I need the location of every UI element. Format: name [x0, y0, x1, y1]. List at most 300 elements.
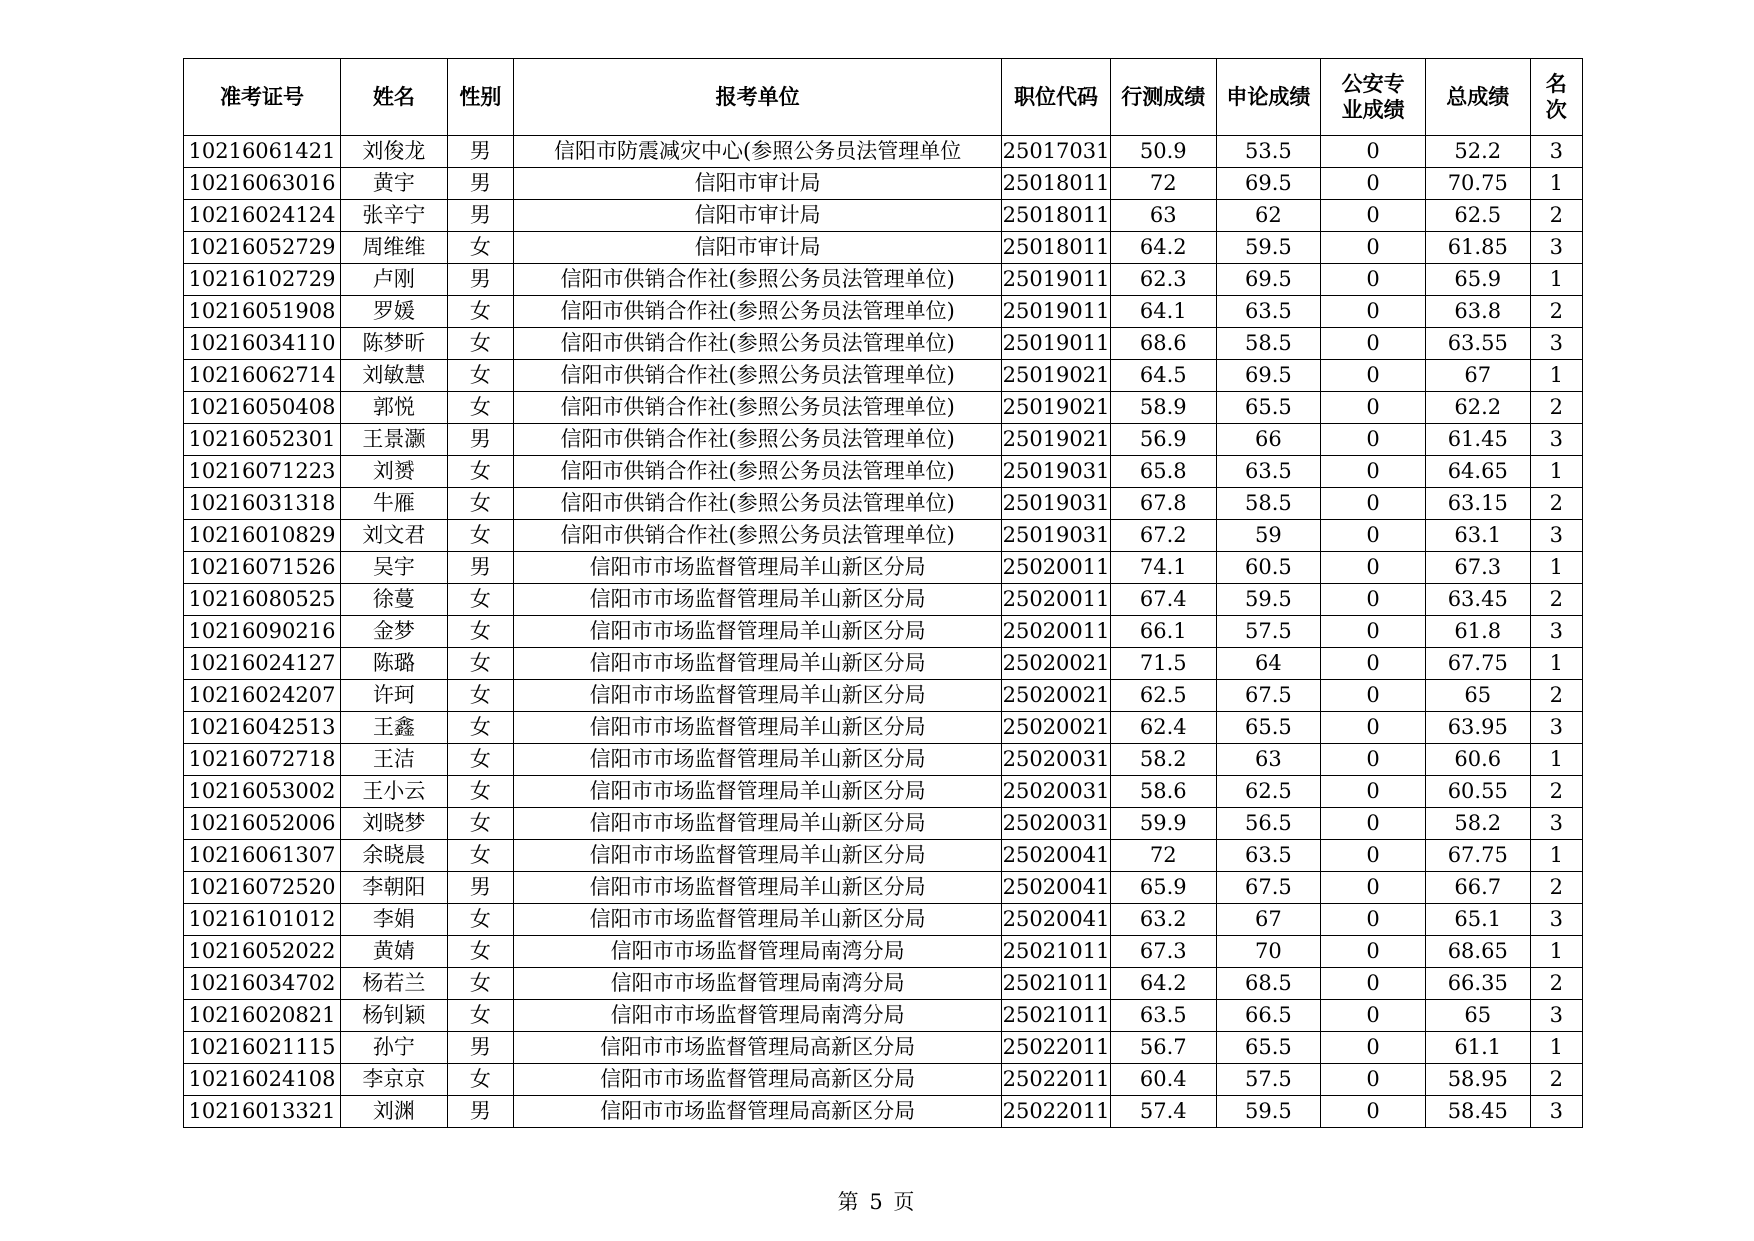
cell-total-score: 63.8: [1425, 296, 1530, 328]
cell-exam-id: 10216071526: [184, 552, 341, 584]
cell-exam-id: 10216052006: [184, 808, 341, 840]
cell-name: 牛雁: [341, 488, 448, 520]
cell-essay-score: 65.5: [1216, 712, 1321, 744]
cell-exam-id: 10216090216: [184, 616, 341, 648]
cell-unit: 信阳市市场监督管理局高新区分局: [514, 1064, 1002, 1096]
cell-position-code: 25019021: [1002, 424, 1111, 456]
cell-gender: 女: [447, 968, 513, 1000]
cell-rank: 2: [1530, 392, 1582, 424]
cell-exam-id: 10216062714: [184, 360, 341, 392]
cell-name: 刘晓梦: [341, 808, 448, 840]
table-row: [184, 392, 1583, 424]
cell-name: 罗媛: [341, 296, 448, 328]
cell-total-score: 58.2: [1425, 808, 1530, 840]
cell-name: 刘文君: [341, 520, 448, 552]
cell-total-score: 66.7: [1425, 872, 1530, 904]
cell-exam-id: 10216024108: [184, 1064, 341, 1096]
cell-rank: 2: [1530, 488, 1582, 520]
cell-aptitude-score: 64.1: [1110, 296, 1216, 328]
cell-essay-score: 67.5: [1216, 680, 1321, 712]
cell-gender: 女: [447, 328, 513, 360]
cell-gender: 女: [447, 840, 513, 872]
cell-position-code: 25021011: [1002, 936, 1111, 968]
cell-gender: 女: [447, 936, 513, 968]
cell-total-score: 64.65: [1425, 456, 1530, 488]
cell-position-code: 25019011: [1002, 296, 1111, 328]
cell-position-code: 25018011: [1002, 168, 1111, 200]
cell-unit: 信阳市审计局: [514, 232, 1002, 264]
cell-position-code: 25020011: [1002, 584, 1111, 616]
table-row: [184, 1032, 1583, 1064]
cell-police-score: 0: [1321, 808, 1426, 840]
cell-police-score: 0: [1321, 1064, 1426, 1096]
table-row: [184, 936, 1583, 968]
cell-exam-id: 10216052301: [184, 424, 341, 456]
cell-position-code: 25019021: [1002, 360, 1111, 392]
cell-essay-score: 63.5: [1216, 456, 1321, 488]
cell-exam-id: 10216061421: [184, 136, 341, 168]
cell-unit: 信阳市审计局: [514, 168, 1002, 200]
cell-essay-score: 57.5: [1216, 1064, 1321, 1096]
table-row: [184, 648, 1583, 680]
cell-total-score: 63.15: [1425, 488, 1530, 520]
cell-rank: 2: [1530, 200, 1582, 232]
cell-total-score: 61.85: [1425, 232, 1530, 264]
cell-position-code: 25019011: [1002, 264, 1111, 296]
cell-essay-score: 53.5: [1216, 136, 1321, 168]
cell-gender: 女: [447, 1000, 513, 1032]
cell-unit: 信阳市市场监督管理局高新区分局: [514, 1096, 1002, 1128]
header-row: [184, 59, 1583, 136]
cell-gender: 女: [447, 680, 513, 712]
cell-name: 杨钊颖: [341, 1000, 448, 1032]
cell-essay-score: 57.5: [1216, 616, 1321, 648]
cell-police-score: 0: [1321, 456, 1426, 488]
cell-gender: 女: [447, 648, 513, 680]
cell-total-score: 62.2: [1425, 392, 1530, 424]
cell-name: 陈梦昕: [341, 328, 448, 360]
cell-name: 李京京: [341, 1064, 448, 1096]
cell-name: 王小云: [341, 776, 448, 808]
table-row: [184, 616, 1583, 648]
cell-name: 黄宇: [341, 168, 448, 200]
cell-position-code: 25022011: [1002, 1096, 1111, 1128]
cell-unit: 信阳市市场监督管理局羊山新区分局: [514, 552, 1002, 584]
cell-essay-score: 69.5: [1216, 168, 1321, 200]
cell-unit: 信阳市市场监督管理局羊山新区分局: [514, 776, 1002, 808]
cell-police-score: 0: [1321, 776, 1426, 808]
cell-total-score: 67.3: [1425, 552, 1530, 584]
table-row: [184, 488, 1583, 520]
cell-position-code: 25020041: [1002, 872, 1111, 904]
cell-position-code: 25019031: [1002, 488, 1111, 520]
cell-total-score: 61.1: [1425, 1032, 1530, 1064]
cell-exam-id: 10216034110: [184, 328, 341, 360]
cell-unit: 信阳市市场监督管理局羊山新区分局: [514, 744, 1002, 776]
cell-aptitude-score: 63.5: [1110, 1000, 1216, 1032]
cell-name: 王洁: [341, 744, 448, 776]
cell-aptitude-score: 72: [1110, 840, 1216, 872]
cell-rank: 2: [1530, 1064, 1582, 1096]
cell-gender: 女: [447, 488, 513, 520]
cell-position-code: 25020031: [1002, 776, 1111, 808]
table-row: [184, 360, 1583, 392]
cell-exam-id: 10216042513: [184, 712, 341, 744]
cell-exam-id: 10216080525: [184, 584, 341, 616]
header-police-score: 公安专业成绩: [1321, 59, 1426, 136]
cell-total-score: 58.45: [1425, 1096, 1530, 1128]
cell-essay-score: 59: [1216, 520, 1321, 552]
cell-name: 余晓晨: [341, 840, 448, 872]
cell-gender: 女: [447, 616, 513, 648]
table-row: [184, 744, 1583, 776]
cell-essay-score: 63.5: [1216, 296, 1321, 328]
cell-position-code: 25020011: [1002, 552, 1111, 584]
cell-unit: 信阳市市场监督管理局南湾分局: [514, 968, 1002, 1000]
cell-position-code: 25019011: [1002, 328, 1111, 360]
cell-rank: 1: [1530, 1032, 1582, 1064]
cell-essay-score: 70: [1216, 936, 1321, 968]
cell-essay-score: 62.5: [1216, 776, 1321, 808]
cell-total-score: 60.55: [1425, 776, 1530, 808]
table-row: [184, 872, 1583, 904]
cell-name: 李娟: [341, 904, 448, 936]
cell-unit: 信阳市市场监督管理局高新区分局: [514, 1032, 1002, 1064]
cell-aptitude-score: 74.1: [1110, 552, 1216, 584]
cell-essay-score: 58.5: [1216, 328, 1321, 360]
cell-rank: 1: [1530, 744, 1582, 776]
cell-name: 王鑫: [341, 712, 448, 744]
cell-total-score: 63.1: [1425, 520, 1530, 552]
cell-name: 张辛宁: [341, 200, 448, 232]
cell-position-code: 25018011: [1002, 200, 1111, 232]
cell-police-score: 0: [1321, 840, 1426, 872]
cell-police-score: 0: [1321, 264, 1426, 296]
cell-gender: 男: [447, 1032, 513, 1064]
table-row: [184, 520, 1583, 552]
cell-aptitude-score: 63.2: [1110, 904, 1216, 936]
cell-unit: 信阳市市场监督管理局羊山新区分局: [514, 712, 1002, 744]
table-row: [184, 712, 1583, 744]
cell-aptitude-score: 58.2: [1110, 744, 1216, 776]
cell-position-code: 25020011: [1002, 616, 1111, 648]
cell-unit: 信阳市供销合作社(参照公务员法管理单位): [514, 296, 1002, 328]
cell-gender: 男: [447, 872, 513, 904]
cell-total-score: 66.35: [1425, 968, 1530, 1000]
cell-total-score: 65.9: [1425, 264, 1530, 296]
header-name: 姓名: [341, 59, 448, 136]
cell-rank: 2: [1530, 680, 1582, 712]
page-number: 第 5 页: [837, 1190, 917, 1214]
cell-police-score: 0: [1321, 904, 1426, 936]
cell-gender: 女: [447, 1064, 513, 1096]
cell-unit: 信阳市供销合作社(参照公务员法管理单位): [514, 392, 1002, 424]
cell-rank: 1: [1530, 456, 1582, 488]
table-row: [184, 1064, 1583, 1096]
cell-name: 刘敏慧: [341, 360, 448, 392]
header-total-score: 总成绩: [1425, 59, 1530, 136]
cell-rank: 3: [1530, 616, 1582, 648]
cell-exam-id: 10216013321: [184, 1096, 341, 1128]
cell-unit: 信阳市市场监督管理局羊山新区分局: [514, 616, 1002, 648]
cell-aptitude-score: 67.3: [1110, 936, 1216, 968]
cell-police-score: 0: [1321, 680, 1426, 712]
cell-essay-score: 56.5: [1216, 808, 1321, 840]
cell-total-score: 61.8: [1425, 616, 1530, 648]
header-rank: 名次: [1530, 59, 1582, 136]
cell-police-score: 0: [1321, 168, 1426, 200]
cell-police-score: 0: [1321, 296, 1426, 328]
cell-aptitude-score: 65.9: [1110, 872, 1216, 904]
cell-unit: 信阳市防震减灾中心(参照公务员法管理单位: [514, 136, 1002, 168]
cell-rank: 1: [1530, 360, 1582, 392]
cell-rank: 2: [1530, 296, 1582, 328]
header-aptitude-score: 行测成绩: [1110, 59, 1216, 136]
cell-position-code: 25021011: [1002, 1000, 1111, 1032]
cell-gender: 女: [447, 296, 513, 328]
cell-aptitude-score: 62.4: [1110, 712, 1216, 744]
cell-rank: 1: [1530, 552, 1582, 584]
cell-exam-id: 10216101012: [184, 904, 341, 936]
cell-name: 郭悦: [341, 392, 448, 424]
cell-unit: 信阳市供销合作社(参照公务员法管理单位): [514, 360, 1002, 392]
cell-rank: 3: [1530, 712, 1582, 744]
cell-rank: 3: [1530, 1096, 1582, 1128]
cell-name: 吴宇: [341, 552, 448, 584]
cell-aptitude-score: 62.5: [1110, 680, 1216, 712]
table-row: [184, 680, 1583, 712]
cell-aptitude-score: 56.7: [1110, 1032, 1216, 1064]
cell-essay-score: 67: [1216, 904, 1321, 936]
cell-police-score: 0: [1321, 200, 1426, 232]
cell-rank: 1: [1530, 648, 1582, 680]
cell-unit: 信阳市市场监督管理局羊山新区分局: [514, 904, 1002, 936]
cell-aptitude-score: 66.1: [1110, 616, 1216, 648]
cell-name: 刘渊: [341, 1096, 448, 1128]
cell-total-score: 60.6: [1425, 744, 1530, 776]
cell-police-score: 0: [1321, 712, 1426, 744]
cell-total-score: 65.1: [1425, 904, 1530, 936]
cell-total-score: 65: [1425, 1000, 1530, 1032]
cell-aptitude-score: 58.9: [1110, 392, 1216, 424]
cell-police-score: 0: [1321, 328, 1426, 360]
cell-police-score: 0: [1321, 1096, 1426, 1128]
cell-position-code: 25020041: [1002, 840, 1111, 872]
cell-name: 杨若兰: [341, 968, 448, 1000]
table-row: [184, 200, 1583, 232]
cell-exam-id: 10216021115: [184, 1032, 341, 1064]
cell-police-score: 0: [1321, 744, 1426, 776]
header-unit: 报考单位: [514, 59, 1002, 136]
cell-essay-score: 66.5: [1216, 1000, 1321, 1032]
cell-aptitude-score: 64.5: [1110, 360, 1216, 392]
cell-rank: 3: [1530, 424, 1582, 456]
cell-aptitude-score: 68.6: [1110, 328, 1216, 360]
cell-gender: 女: [447, 776, 513, 808]
cell-rank: 2: [1530, 968, 1582, 1000]
cell-rank: 2: [1530, 872, 1582, 904]
cell-name: 刘赟: [341, 456, 448, 488]
cell-gender: 女: [447, 392, 513, 424]
cell-exam-id: 10216061307: [184, 840, 341, 872]
cell-gender: 女: [447, 232, 513, 264]
cell-unit: 信阳市市场监督管理局羊山新区分局: [514, 584, 1002, 616]
cell-total-score: 58.95: [1425, 1064, 1530, 1096]
cell-exam-id: 10216024124: [184, 200, 341, 232]
cell-police-score: 0: [1321, 232, 1426, 264]
header-exam-id: 准考证号: [184, 59, 341, 136]
cell-name: 卢刚: [341, 264, 448, 296]
cell-essay-score: 62: [1216, 200, 1321, 232]
cell-police-score: 0: [1321, 968, 1426, 1000]
cell-aptitude-score: 65.8: [1110, 456, 1216, 488]
cell-aptitude-score: 64.2: [1110, 232, 1216, 264]
cell-exam-id: 10216063016: [184, 168, 341, 200]
table-row: [184, 232, 1583, 264]
cell-essay-score: 64: [1216, 648, 1321, 680]
cell-aptitude-score: 59.9: [1110, 808, 1216, 840]
cell-gender: 男: [447, 200, 513, 232]
cell-position-code: 25019031: [1002, 520, 1111, 552]
cell-exam-id: 10216020821: [184, 1000, 341, 1032]
cell-gender: 男: [447, 264, 513, 296]
cell-gender: 女: [447, 360, 513, 392]
cell-police-score: 0: [1321, 424, 1426, 456]
cell-aptitude-score: 64.2: [1110, 968, 1216, 1000]
cell-aptitude-score: 67.8: [1110, 488, 1216, 520]
cell-exam-id: 10216024127: [184, 648, 341, 680]
table-row: [184, 584, 1583, 616]
cell-aptitude-score: 72: [1110, 168, 1216, 200]
cell-police-score: 0: [1321, 584, 1426, 616]
cell-unit: 信阳市市场监督管理局羊山新区分局: [514, 872, 1002, 904]
cell-total-score: 63.95: [1425, 712, 1530, 744]
cell-rank: 1: [1530, 168, 1582, 200]
cell-gender: 女: [447, 712, 513, 744]
score-sheet: [183, 58, 1583, 1128]
cell-exam-id: 10216072520: [184, 872, 341, 904]
cell-name: 许珂: [341, 680, 448, 712]
cell-police-score: 0: [1321, 360, 1426, 392]
cell-total-score: 67.75: [1425, 840, 1530, 872]
header-essay-score: 申论成绩: [1216, 59, 1321, 136]
cell-aptitude-score: 63: [1110, 200, 1216, 232]
cell-unit: 信阳市市场监督管理局羊山新区分局: [514, 680, 1002, 712]
cell-name: 李朝阳: [341, 872, 448, 904]
cell-unit: 信阳市市场监督管理局南湾分局: [514, 1000, 1002, 1032]
cell-unit: 信阳市供销合作社(参照公务员法管理单位): [514, 488, 1002, 520]
cell-total-score: 63.55: [1425, 328, 1530, 360]
cell-exam-id: 10216031318: [184, 488, 341, 520]
cell-essay-score: 65.5: [1216, 392, 1321, 424]
cell-position-code: 25018011: [1002, 232, 1111, 264]
cell-essay-score: 65.5: [1216, 1032, 1321, 1064]
table-row: [184, 1096, 1583, 1128]
cell-position-code: 25017031: [1002, 136, 1111, 168]
cell-unit: 信阳市供销合作社(参照公务员法管理单位): [514, 328, 1002, 360]
cell-gender: 男: [447, 552, 513, 584]
cell-exam-id: 10216102729: [184, 264, 341, 296]
cell-name: 周维维: [341, 232, 448, 264]
header-position-code: 职位代码: [1002, 59, 1111, 136]
cell-aptitude-score: 71.5: [1110, 648, 1216, 680]
cell-exam-id: 10216024207: [184, 680, 341, 712]
cell-gender: 女: [447, 456, 513, 488]
cell-unit: 信阳市市场监督管理局南湾分局: [514, 936, 1002, 968]
cell-essay-score: 63.5: [1216, 840, 1321, 872]
cell-exam-id: 10216052729: [184, 232, 341, 264]
cell-rank: 3: [1530, 232, 1582, 264]
cell-police-score: 0: [1321, 1032, 1426, 1064]
table-row: [184, 904, 1583, 936]
cell-rank: 3: [1530, 1000, 1582, 1032]
cell-gender: 男: [447, 168, 513, 200]
cell-position-code: 25022011: [1002, 1064, 1111, 1096]
table-row: [184, 968, 1583, 1000]
cell-rank: 3: [1530, 136, 1582, 168]
cell-police-score: 0: [1321, 136, 1426, 168]
cell-gender: 男: [447, 1096, 513, 1128]
cell-gender: 女: [447, 520, 513, 552]
table-row: [184, 328, 1583, 360]
cell-rank: 3: [1530, 328, 1582, 360]
cell-name: 孙宁: [341, 1032, 448, 1064]
cell-exam-id: 10216050408: [184, 392, 341, 424]
cell-rank: 2: [1530, 776, 1582, 808]
cell-name: 金梦: [341, 616, 448, 648]
cell-exam-id: 10216072718: [184, 744, 341, 776]
cell-total-score: 67: [1425, 360, 1530, 392]
cell-rank: 3: [1530, 904, 1582, 936]
cell-essay-score: 67.5: [1216, 872, 1321, 904]
cell-unit: 信阳市供销合作社(参照公务员法管理单位): [514, 520, 1002, 552]
cell-total-score: 52.2: [1425, 136, 1530, 168]
cell-total-score: 63.45: [1425, 584, 1530, 616]
cell-gender: 女: [447, 584, 513, 616]
cell-police-score: 0: [1321, 872, 1426, 904]
cell-total-score: 62.5: [1425, 200, 1530, 232]
cell-aptitude-score: 67.4: [1110, 584, 1216, 616]
cell-police-score: 0: [1321, 520, 1426, 552]
table-row: [184, 264, 1583, 296]
cell-unit: 信阳市供销合作社(参照公务员法管理单位): [514, 424, 1002, 456]
table-row: [184, 840, 1583, 872]
cell-unit: 信阳市供销合作社(参照公务员法管理单位): [514, 456, 1002, 488]
cell-aptitude-score: 60.4: [1110, 1064, 1216, 1096]
cell-exam-id: 10216034702: [184, 968, 341, 1000]
cell-aptitude-score: 57.4: [1110, 1096, 1216, 1128]
cell-total-score: 67.75: [1425, 648, 1530, 680]
cell-rank: 3: [1530, 520, 1582, 552]
cell-gender: 女: [447, 904, 513, 936]
cell-exam-id: 10216010829: [184, 520, 341, 552]
cell-position-code: 25022011: [1002, 1032, 1111, 1064]
cell-police-score: 0: [1321, 552, 1426, 584]
header-gender: 性别: [447, 59, 513, 136]
cell-police-score: 0: [1321, 648, 1426, 680]
cell-gender: 男: [447, 136, 513, 168]
cell-position-code: 25020021: [1002, 648, 1111, 680]
cell-name: 刘俊龙: [341, 136, 448, 168]
cell-essay-score: 60.5: [1216, 552, 1321, 584]
cell-aptitude-score: 62.3: [1110, 264, 1216, 296]
cell-total-score: 70.75: [1425, 168, 1530, 200]
results-table: [183, 58, 1583, 1128]
cell-total-score: 61.45: [1425, 424, 1530, 456]
cell-police-score: 0: [1321, 616, 1426, 648]
cell-exam-id: 10216051908: [184, 296, 341, 328]
cell-aptitude-score: 67.2: [1110, 520, 1216, 552]
